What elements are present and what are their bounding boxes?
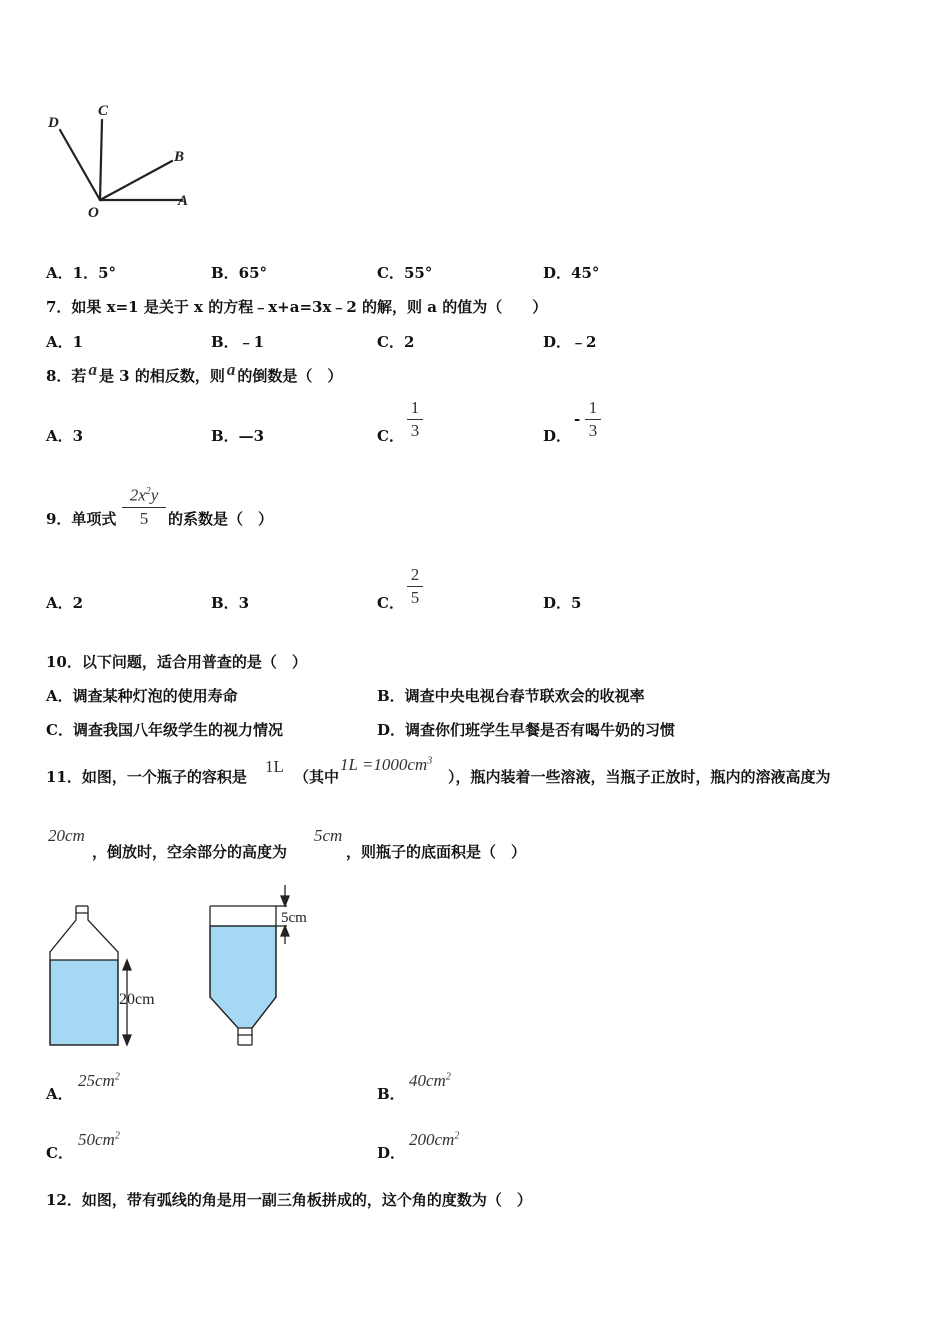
q10-option-b[interactable]: B．调查中央电视台春节联欢会的收视率 (377, 687, 645, 705)
q11-conversion (340, 755, 432, 775)
q7-option-d[interactable]: D．﹣2 (543, 333, 597, 351)
q9-denominator: 5 (139, 508, 149, 528)
upright-bottle (50, 906, 131, 1045)
label-o: O (88, 205, 99, 221)
q10-option-a[interactable]: A．调查某种灯泡的使用寿命 (46, 687, 238, 705)
upright-height-label: 20cm (119, 991, 155, 1008)
q6-option-d[interactable]: D．45° (543, 264, 600, 282)
q8-option-b[interactable]: B．—3 (211, 427, 265, 445)
q11-option-a-value: $25cm^2$ (78, 1071, 120, 1090)
q8-c-denominator: 3 (410, 421, 420, 440)
q11-text-a: 11．如图，一个瓶子的容积是 (46, 768, 247, 786)
q11-option-a-label[interactable]: A． (46, 1085, 73, 1103)
q8-var-a-2: a (226, 360, 236, 379)
q8-option-d-fraction (585, 398, 601, 441)
q11-text-b: （其中 (294, 768, 340, 786)
q8-c-numerator: 1 (410, 398, 420, 417)
q8-option-c-fraction (407, 398, 423, 441)
q8-option-c-label[interactable]: C． (377, 427, 404, 445)
label-c: C (98, 103, 109, 119)
q9-c-numerator: 2 (410, 565, 420, 584)
q8-question (46, 360, 343, 386)
q11-option-b-value: $40cm^2$ (409, 1071, 451, 1090)
label-d: D (48, 115, 59, 131)
q7-option-c[interactable]: C．2 (377, 333, 415, 351)
label-a: A (178, 193, 189, 209)
angle-figure (40, 95, 210, 230)
q11-option-c-value: $50cm^2$ (78, 1130, 120, 1149)
q11-height-empty: 5cm (314, 826, 343, 845)
ray-oc (100, 120, 102, 200)
q10-option-c[interactable]: C．调查我国八年级学生的视力情况 (46, 721, 283, 739)
q8-option-d-label[interactable]: D． (543, 427, 572, 445)
q10-question: 10．以下问题，适合用普查的是（ ） (46, 653, 307, 671)
inverted-gap-label: 5cm (281, 910, 307, 926)
q10-option-d[interactable]: D．调查你们班学生早餐是否有喝牛奶的习惯 (377, 721, 676, 739)
q11-height-upright: 20cm (48, 826, 85, 845)
q9-text-b: 的系数是（ ） (168, 510, 274, 528)
q11-option-d-value: $200cm^2$ (409, 1130, 460, 1149)
q9-num-exp: 2 (145, 486, 151, 497)
q8-option-a[interactable]: A．3 (46, 427, 84, 445)
q12-question: 12．如图，带有弧线的角是用一副三角板拼成的，这个角的度数为（ ） (46, 1191, 532, 1209)
q8-text-b: 是 3 的相反数，则 (98, 367, 225, 385)
q9-option-c-label[interactable]: C． (377, 594, 404, 612)
ray-od (60, 130, 100, 200)
q9-num-base: 2x (129, 485, 146, 505)
q8-d-denominator: 3 (588, 421, 598, 440)
q9-monomial-fraction (122, 482, 166, 529)
q11-text-c: ），瓶内装着一些溶液，当瓶子正放时，瓶内的溶液高度为 (448, 768, 831, 786)
label-b: B (174, 149, 185, 165)
q7-question: 7．如果 x=1 是关于 x 的方程﹣x+a=3x﹣2 的解，则 a 的值为（ ） (46, 298, 548, 316)
q11-conversion-exp: 3 (427, 755, 433, 767)
q6-option-b[interactable]: B．65° (211, 264, 268, 282)
q9-option-a[interactable]: A．2 (46, 594, 84, 612)
inverted-liquid (210, 926, 276, 1028)
q8-option-d-sign: - (574, 410, 581, 428)
q9-text-a: 9．单项式 (46, 510, 117, 528)
q7-option-a[interactable]: A．1 (46, 333, 84, 351)
q8-text-a: 8．若 (46, 367, 87, 385)
q11-option-d-label[interactable]: D． (377, 1144, 406, 1162)
q8-d-numerator: 1 (588, 398, 598, 417)
q6-option-a[interactable]: A．1．5° (46, 264, 117, 282)
q11-text-e: ，则瓶子的底面积是（ ） (346, 843, 527, 861)
q9-option-b[interactable]: B．3 (211, 594, 250, 612)
q9-num-var: y (150, 485, 159, 505)
inverted-bottle (210, 885, 289, 1045)
q11-text-d: ，倒放时，空余部分的高度为 (92, 843, 288, 861)
ray-ob (100, 161, 172, 200)
q11-volume: 1L (265, 757, 284, 776)
q8-text-c: 的倒数是（ ） (237, 367, 343, 385)
q6-option-c[interactable]: C．55° (377, 264, 433, 282)
q11-option-b-label[interactable]: B． (377, 1085, 405, 1103)
q11-conversion-value: 1L =1000cm (340, 755, 428, 774)
q9-option-d[interactable]: D．5 (543, 594, 582, 612)
q7-option-b[interactable]: B．﹣1 (211, 333, 265, 351)
upright-liquid (50, 960, 118, 1045)
q11-option-c-label[interactable]: C． (46, 1144, 73, 1162)
bottle-figures (40, 880, 340, 1055)
q9-c-denominator: 5 (410, 588, 420, 607)
q8-var-a: a (88, 360, 97, 379)
q9-option-c-fraction (407, 565, 423, 608)
